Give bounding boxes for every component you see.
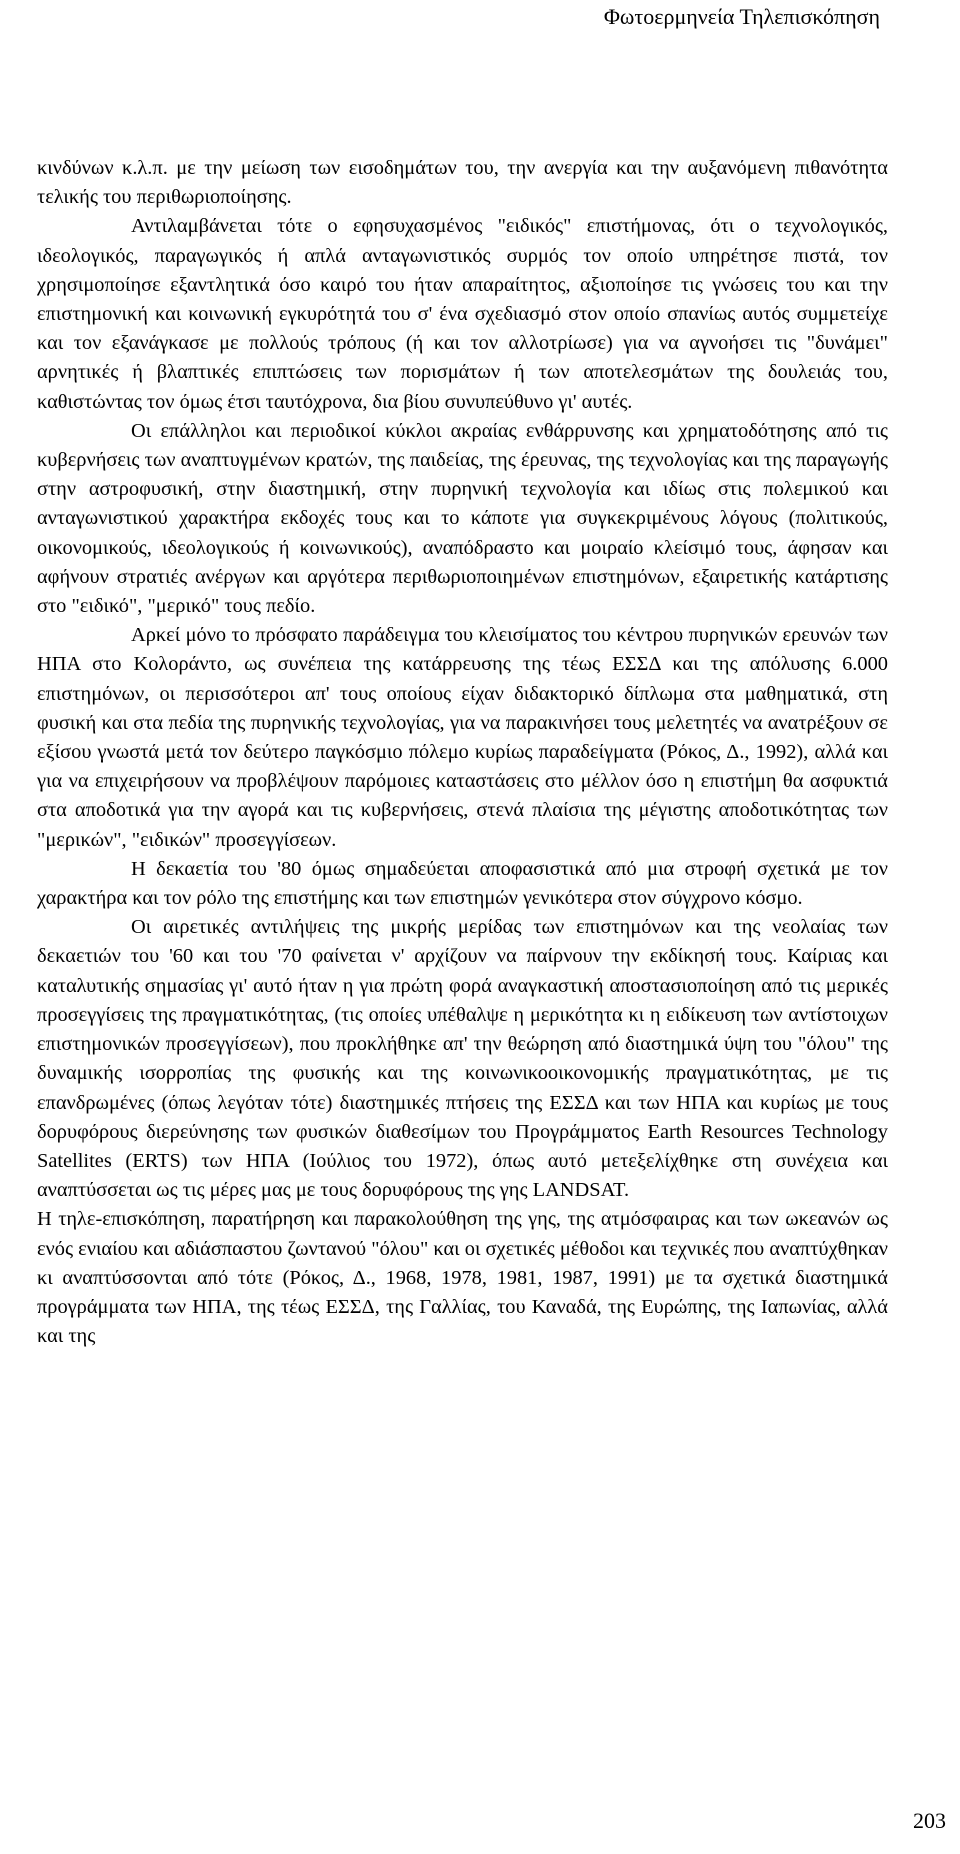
running-header: Φωτοερμηνεία Τηλεπισκόπηση	[603, 4, 880, 29]
paragraph: Οι επάλληλοι και περιοδικοί κύκλοι ακραίας ενθάρρυνσης και χρηματοδότησης από τις κυβερνήσεις των αναπτυγμένων κρατών, της παιδείας, της έρευνας, της τεχνολογίας και της παραγωγής στην αστροφυσική, στην διαστημική, στην πυρηνική τεχνολογία και ιδίως στις πολεμικού και ανταγωνιστικού χαρακτήρα εκδοχές τους και το κάποτε για συγκεκριμένους λόγους (πολιτικούς, οικονομικούς, ιδεολογικούς ή κοινωνικούς), αναπόδραστο και μοιραίο κλείσιμό τους, άφησαν και αφήνουν στρατιές ανέργων και αργότερα περιθωριοποιημένων επιστημόνων, εξαιρετικής κατάρτισης στο "ειδικό", "μερικό" τους πεδίο.	[37, 419, 888, 618]
paragraph: Η τηλε-επισκόπηση, παρατήρηση και παρακολούθηση της γης, της ατμόσφαιρας και των ωκεανών ως ενός ενιαίου και αδιάσπαστου ζωντανού "όλου" και οι σχετικές μέθοδοι και τεχνικές που αναπτύχθηκαν κι αναπτύσσονται από τότε (Ρόκος, Δ., 1968, 1978, 1981, 1987, 1991) με τα σχετικά διαστημικά προγράμματα των ΗΠΑ, της τέως ΕΣΣΔ, της Γαλλίας, του Καναδά, της Ευρώπης, της Ιαπωνίας, αλλά και της	[37, 1208, 888, 1348]
paragraph: Η δεκαετία του '80 όμως σημαδεύεται αποφασιστικά από μια στροφή σχετικά με τον χαρακτήρα και τον ρόλο της επιστήμης και των επιστημών γενικότερα στον σύγχρονο κόσμο.	[37, 857, 888, 910]
body-text	[37, 154, 888, 1351]
paragraph-continuation: κινδύνων κ.λ.π. με την μείωση των εισοδημάτων του, την ανεργία και την αυξανόμενη πιθανότητα τελικής του περιθωριοποίησης.	[37, 157, 888, 209]
paragraph: Αντιλαμβάνεται τότε ο εφησυχασμένος "ειδικός" επιστήμονας, ότι ο τεχνολογικός, ιδεολογικός, παραγωγικός ή απλά ανταγωνιστικός συρμός τον οποίο υπηρέτησε πιστά, τον χρησιμοποίησε εξαντλητικά όσο καιρό του ήταν απαραίτητος, αξιοποίησε τις γνώσεις του και την επιστημονική και κοινωνική εγκυρότητά του σ' ένα σχεδιασμό στον οποίο σπανίως αυτός συμμετείχε και τον εξανάγκασε με πολλούς τρόπους (ή και τον αλλοτρίωσε) για να αγνοήσει τις "δυνάμει" αρνητικές ή βλαπτικές επιπτώσεις των πορισμάτων ή των αποτελεσμάτων της δουλειάς του, καθιστώντας τον όμως έτσι ταυτόχρονα, δια βίου συνυπεύθυνο γι' αυτές.	[37, 215, 888, 413]
paragraph: Αρκεί μόνο το πρόσφατο παράδειγμα του κλεισίματος του κέντρου πυρηνικών ερευνών των ΗΠΑ στο Κολοράντο, ως συνέπεια της κατάρρευσης της τέως ΕΣΣΔ και της απόλυσης 6.000 επιστημόνων, οι περισσότεροι απ' τους οποίους είχαν διδακτορικό δίπλωμα στα μαθηματικά, στη φυσική και στα πεδία της πυρηνικής τεχνολογίας, για να παρακινήσει τους μελετητές να ανατρέξουν σε εξίσου γνωστά μετά τον δεύτερο παγκόσμιο πόλεμο κυρίως παραδείγματα (Ρόκος, Δ., 1992), αλλά και για να επιχειρήσουν να προβλέψουν παρόμοιες καταστάσεις στο μέλλον όσο η επιστήμη θα ασφυκτιά στα αποδοτικά για την αγορά και τις κυβερνήσεις, στενά πλαίσια της μέγιστης αποδοτικότητας των "μερικών", "ειδικών" προσεγγίσεων.	[37, 624, 888, 851]
page-number: 203	[913, 1808, 946, 1833]
paragraph: Οι αιρετικές αντιλήψεις της μικρής μερίδας των επιστημόνων και της νεολαίας των δεκαετιών του '60 και του '70 φαίνεται ν' αρχίζουν να παίρνουν την εκδίκησή τους. Καίριας και καταλυτικής σημασίας γι' αυτό ήταν η για πρώτη φορά αναγκαστική αποστασιοποίηση από τις μερικές προσεγγίσεις της πραγματικότητας, (τις οποίες υπέθαλψε η μερικότητα κι η ειδίκευση των αντίστοιχων επιστημονικών προσεγγίσεων), που προκλήθηκε απ' την θεώρηση από διαστημικά ύψη του "όλου" της δυναμικής ισορροπίας της φυσικής και της κοινωνικοοικονομικής πραγματικότητας, με τις επανδρωμένες (όπως λεγόταν τότε) διαστημικές πτήσεις της ΕΣΣΔ και των ΗΠΑ και κυρίως με τους δορυφόρους διερεύνησης των φυσικών διαθεσίμων του Προγράμματος Earth Resources Technology Satellites (ERTS) των ΗΠΑ (Ιούλιος του 1972), όπως αυτό μετεξελίχθηκε στη συνέχεια και αναπτύσσεται ως τις μέρες μας με τους δορυφόρους της γης LANDSAT.	[37, 916, 888, 1202]
